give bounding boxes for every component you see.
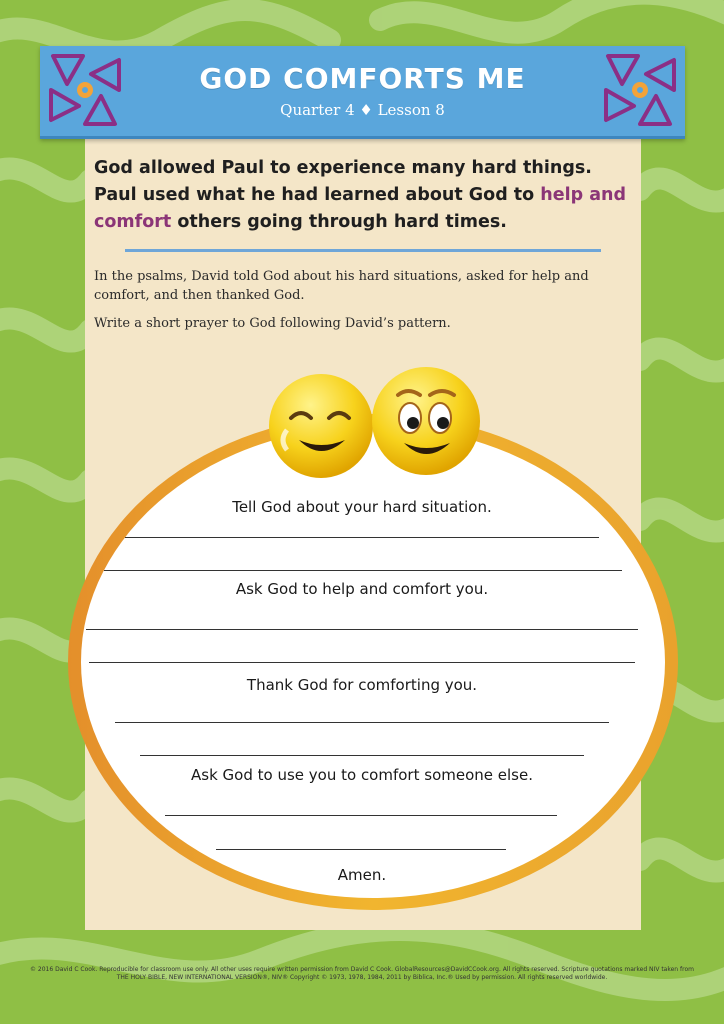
intro-text: God allowed Paul to experience many hard things. Paul used what he had learned about God to xyxy=(94,158,592,205)
writing-line[interactable] xyxy=(115,722,609,723)
prompt-others: Ask God to use you to comfort someone else. xyxy=(191,766,533,784)
writing-line[interactable] xyxy=(125,537,599,538)
triangle-ornament-icon xyxy=(600,50,680,130)
copyright-line: THE HOLY BIBLE, NEW INTERNATIONAL VERSION®, NIV® Copyright © 1973, 1978, 1984, 2011 by Biblica, Inc.® Used by permission. All rights reserved worldwide. xyxy=(116,974,608,981)
title-banner xyxy=(40,46,685,139)
prompt-amen: Amen. xyxy=(337,866,387,884)
prompt-help: Ask God to help and comfort you. xyxy=(235,580,489,598)
writing-line[interactable] xyxy=(86,629,638,630)
copyright-footer xyxy=(20,966,704,982)
page-title: GOD COMFORTS ME xyxy=(199,62,526,95)
instructions-paragraph: In the psalms, David told God about his hard situations, asked for help and comfort, and then thanked God. xyxy=(94,269,589,303)
prompt-situation: Tell God about your hard situation. xyxy=(232,498,492,516)
writing-line[interactable] xyxy=(216,849,506,850)
writing-line[interactable] xyxy=(140,755,584,756)
happy-smiley-icon xyxy=(368,363,484,479)
instructions-task: Write a short prayer to God following David’s pattern. xyxy=(94,316,451,331)
winking-smiley-icon xyxy=(265,370,377,482)
intro-text-end: others going through hard times. xyxy=(171,212,507,232)
writing-line[interactable] xyxy=(89,662,635,663)
copyright-line: © 2016 David C Cook. Reproducible for classroom use only. All other uses require written permission from David C Cook. GlobalResources@DavidCCook.org. All rights reserved. Scripture quotations marked NIV taken from xyxy=(30,966,694,973)
intro-paragraph xyxy=(94,155,639,236)
lesson-subtitle: Quarter 4 ♦ Lesson 8 xyxy=(280,101,445,119)
intro-highlight: help and comfort xyxy=(94,185,627,232)
divider-rule xyxy=(125,249,601,252)
prompt-thanks: Thank God for comforting you. xyxy=(246,676,478,694)
writing-line[interactable] xyxy=(165,815,557,816)
writing-line[interactable] xyxy=(104,570,622,571)
